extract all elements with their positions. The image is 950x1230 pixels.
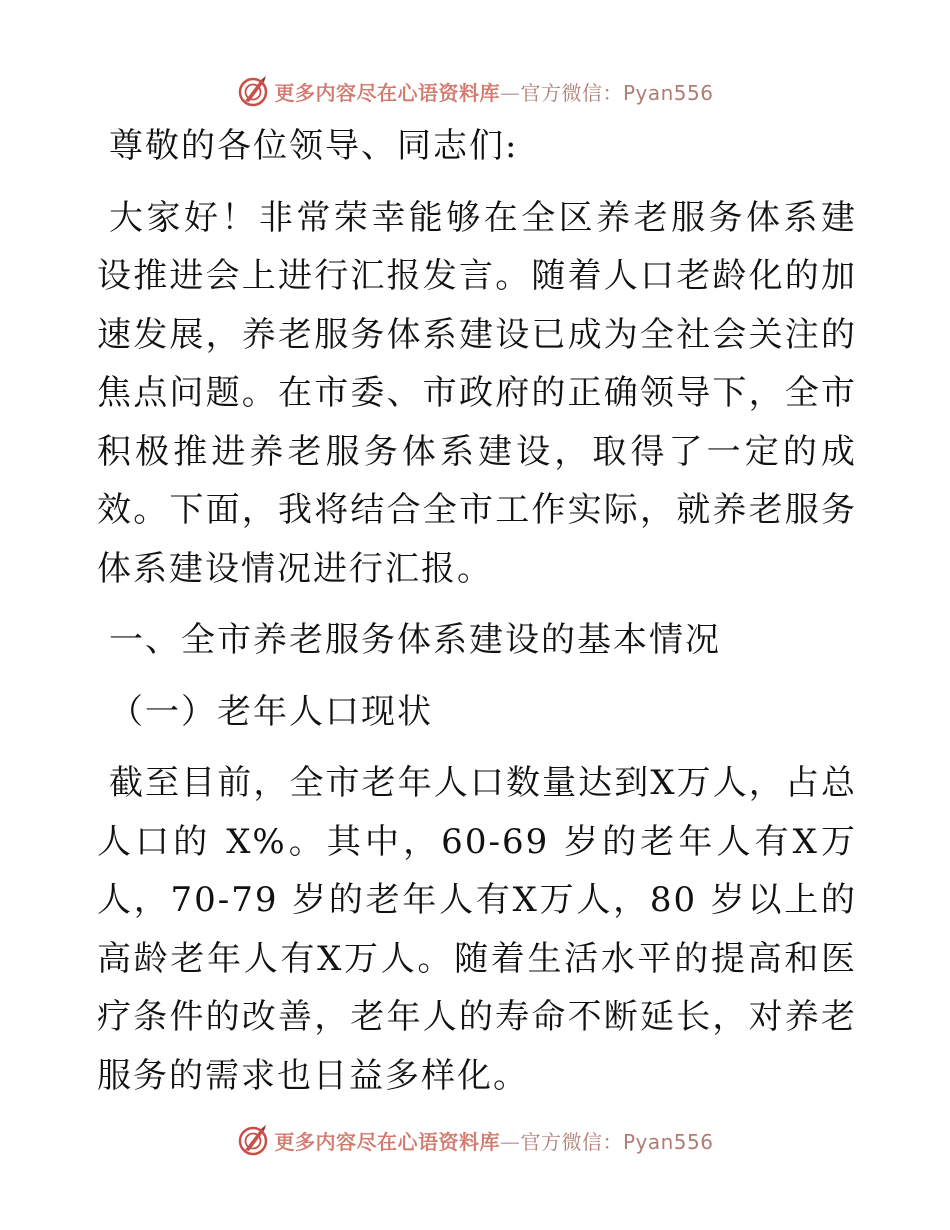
watermark-dash: — [499, 80, 521, 105]
header-watermark [0, 71, 950, 111]
intro-paragraph: 大家好！非常荣幸能够在全区养老服务体系建设推进会上进行汇报发言。随着人口老龄化的加速发展，养老服务体系建设已成为全社会关注的焦点问题。在市委、市政府的正确领导下，全市积极推进养老服务体系建设，取得了一定的成效。下面，我将结合全市工作实际，就养老服务体系建设情况进行汇报。 [97, 197, 857, 589]
subsection-heading: （一）老年人口现状 [109, 691, 433, 732]
watermark-main-text: 更多内容尽在心语资料库 [274, 80, 500, 105]
watermark-contact: 官方微信：Pyan556 [520, 1129, 714, 1154]
footer-watermark [0, 1120, 950, 1160]
quill-pen-logo-icon [236, 1123, 270, 1157]
document-body [97, 117, 857, 1105]
section-heading: 一、全市养老服务体系建设的基本情况 [109, 620, 721, 660]
watermark-contact: 官方微信：Pyan556 [520, 80, 714, 105]
salutation: 尊敬的各位领导、同志们: [109, 126, 519, 166]
quill-pen-logo-icon [236, 74, 270, 108]
body-paragraph: 截至目前，全市老年人口数量达到X万人，占总人口的 X%。其中，60-69 岁的老年人有X万人，70-79 岁的老年人有X万人，80 岁以上的高龄老年人有X万人。随着生活水平的提高和医疗条件的改善，老年人的寿命不断延长，对养老服务的需求也日益多样化。 [97, 763, 857, 1096]
watermark-main-text: 更多内容尽在心语资料库 [274, 1129, 500, 1154]
watermark-dash: — [499, 1129, 521, 1154]
